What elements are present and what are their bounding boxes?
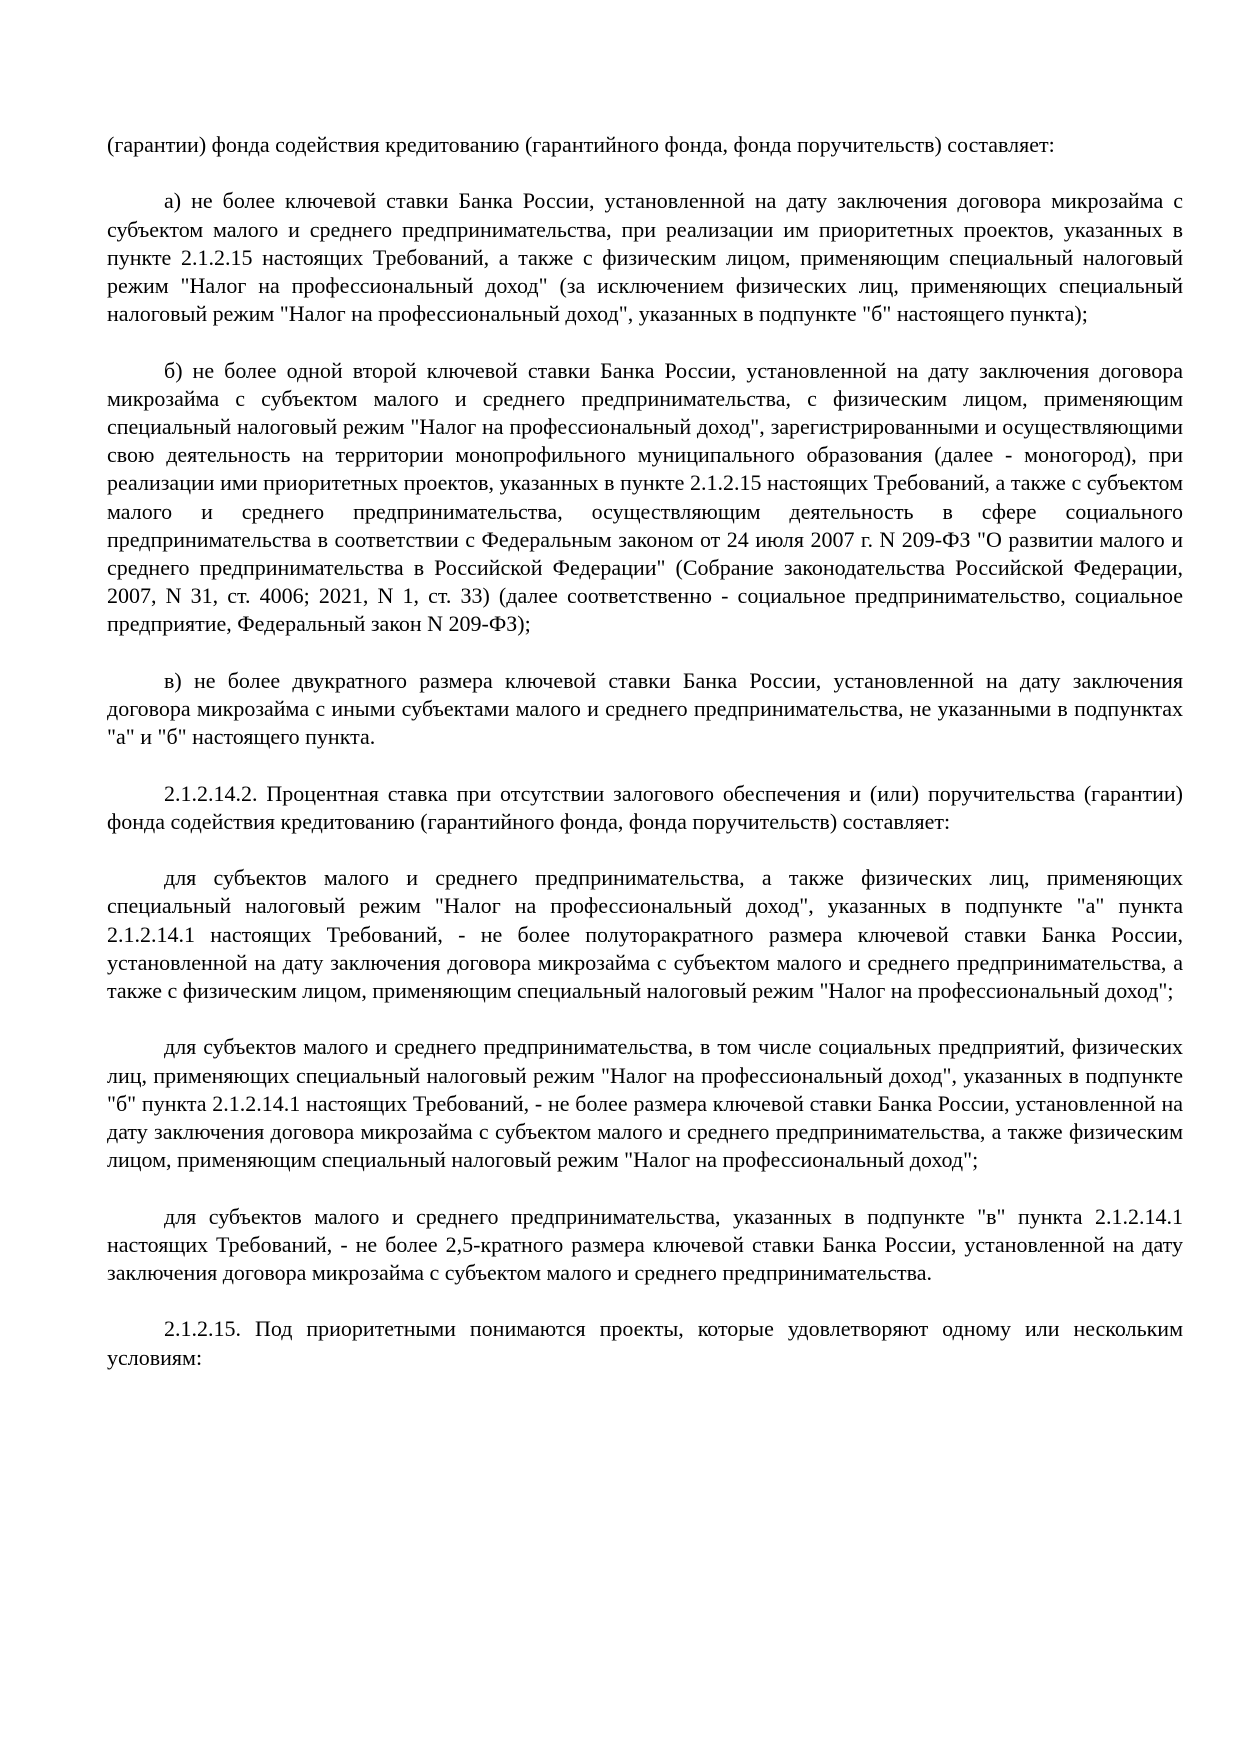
rate-case-subparagraph-b: для субъектов малого и среднего предпринимательства, в том числе социальных предприятий, физических лиц, применяющих специальный налоговый режим "Налог на профессиональный доход", указанных в подпункте "б" пункта 2.1.2.14.1 настоящих Требований, - не более размера ключевой ставки Банка России, установленной на дату заключения договора микрозайма с субъектом малого и среднего предпринимательства, а также физическим лицом, применяющим специальный налоговый режим "Налог на профессиональный доход"; [107, 1034, 1183, 1173]
clause-a: а) не более ключевой ставки Банка России, установленной на дату заключения договора микрозайма с субъектом малого и среднего предпринимательства, при реализации им приоритетных проектов, указанных в пункте 2.1.2.15 настоящих Требований, а также с физическим лицом, применяющим специальный налоговый режим "Налог на профессиональный доход" (за исключением физических лиц, применяющих специальный налоговый режим "Налог на профессиональный доход", указанных в подпункте "б" настоящего пункта); [107, 188, 1183, 327]
clause-v: в) не более двукратного размера ключевой ставки Банка России, установленной на дату заключения договора микрозайма с иными субъектами малого и среднего предпринимательства, не указанными в подпунктах "а" и "б" настоящего пункта. [107, 667, 1183, 750]
clause-b: б) не более одной второй ключевой ставки Банка России, установленной на дату заключения договора микрозайма с субъектом малого и среднего предпринимательства, с физическим лицом, применяющим специальный налоговый режим "Налог на профессиональный доход", зарегистрированными и осуществляющими свою деятельность на территории монопрофильного муниципального образования (далее - моногород), при реализации ими приоритетных проектов, указанных в пункте 2.1.2.15 настоящих Требований, а также с субъектом малого и среднего предпринимательства, осуществляющим деятельность в сфере социального предпринимательства в соответствии с Федеральным законом от 24 июля 2007 г. N 209-ФЗ "О развитии малого и среднего предпринимательства в Российской Федерации" (Собрание законодательства Российской Федерации, 2007, N 31, ст. 4006; 2021, N 1, ст. 33) (далее соответственно - социальное предпринимательство, социальное предприятие, Федеральный закон N 209-ФЗ); [107, 357, 1183, 637]
page-text-block [107, 131, 1183, 1372]
paragraph-intro-continuation: (гарантии) фонда содействия кредитованию (гарантийного фонда, фонда поручительств) составляет: [107, 132, 1055, 157]
paragraph-2-1-2-15: 2.1.2.15. Под приоритетными понимаются проекты, которые удовлетворяют одному или нескольким условиям: [107, 1316, 1183, 1370]
rate-case-subparagraph-a: для субъектов малого и среднего предпринимательства, а также физических лиц, применяющих специальный налоговый режим "Налог на профессиональный доход", указанных в подпункте "а" пункта 2.1.2.14.1 настоящих Требований, - не более полуторакратного размера ключевой ставки Банка России, установленной на дату заключения договора микрозайма с субъектом малого и среднего предпринимательства, а также с физическим лицом, применяющим специальный налоговый режим "Налог на профессиональный доход"; [107, 865, 1183, 1004]
rate-case-subparagraph-v: для субъектов малого и среднего предпринимательства, указанных в подпункте "в" пункта 2.1.2.14.1 настоящих Требований, - не более 2,5-кратного размера ключевой ставки Банка России, установленной на дату заключения договора микрозайма с субъектом малого и среднего предпринимательства. [107, 1203, 1183, 1286]
paragraph-2-1-2-14-2: 2.1.2.14.2. Процентная ставка при отсутствии залогового обеспечения и (или) поручительства (гарантии) фонда содействия кредитованию (гарантийного фонда, фонда поручительств) составляет: [107, 780, 1183, 834]
